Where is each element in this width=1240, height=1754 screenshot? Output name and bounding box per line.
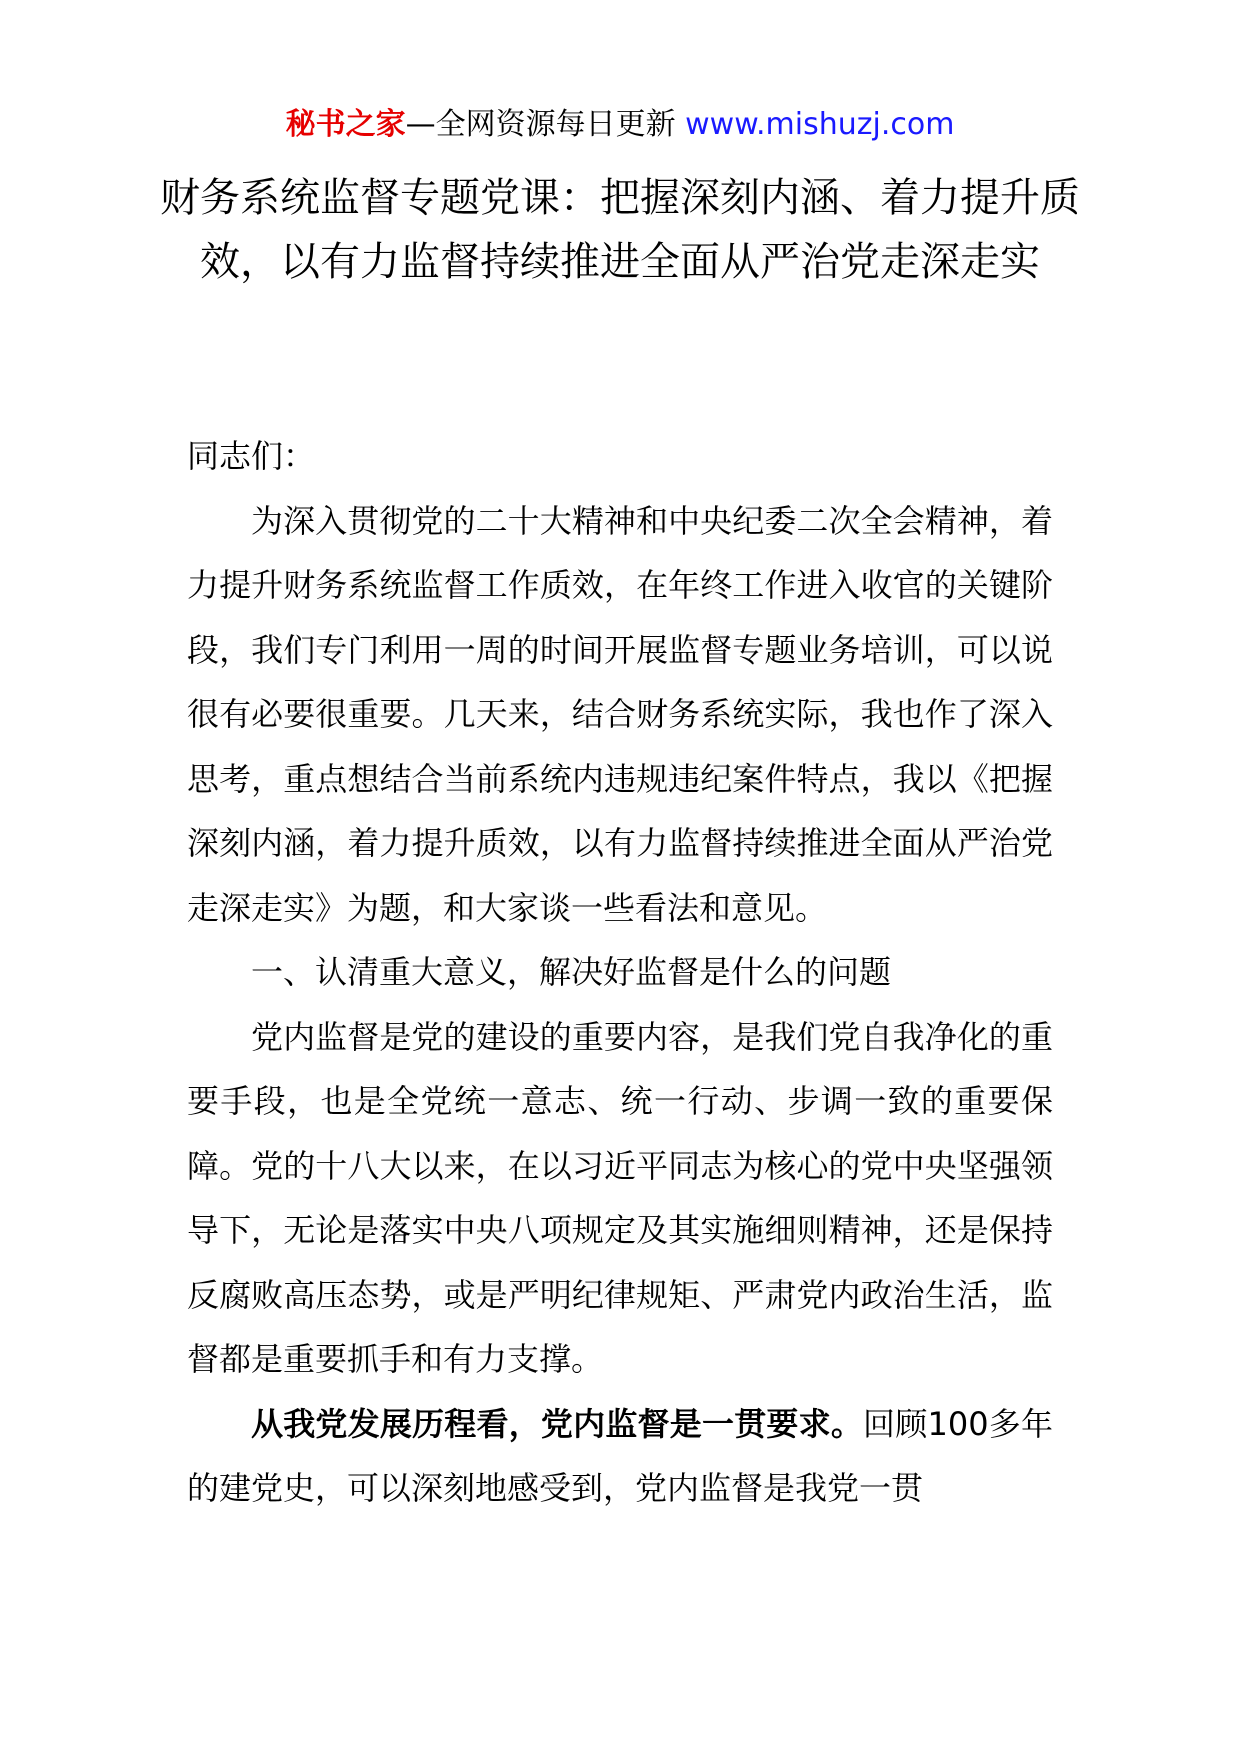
intro-paragraph: 为深入贯彻党的二十大精神和中央纪委二次全会精神，着力提升财务系统监督工作质效，在年终工作进入收官的关键阶段，我们专门利用一周的时间开展监督专题业务培训，可以说很有必要很重要。几天来，结合财务系统实际，我也作了深入思考，重点想结合当前系统内违规违纪案件特点，我以《把握深刻内涵，着力提升质效，以有力监督持续推进全面从严治党走深走实》为题，和大家谈一些看法和意见。	[187, 501, 1053, 927]
site-header	[0, 104, 1240, 146]
site-url[interactable]: www.mishuzj.com	[685, 107, 955, 142]
site-tagline: —全网资源每日更新	[405, 107, 686, 142]
document-title: 财务系统监督专题党课：把握深刻内涵、着力提升质效，以有力监督持续推进全面从严治党走深走实	[160, 175, 1080, 285]
brand-name: 秘书之家	[285, 107, 406, 142]
paragraph-lead: 从我党发展历程看，党内监督是一贯要求。	[251, 1404, 864, 1443]
document-body	[187, 424, 1053, 1521]
section-heading: 一、认清重大意义，解决好监督是什么的问题	[251, 953, 892, 991]
body-paragraph: 党内监督是党的建设的重要内容，是我们党自我净化的重要手段，也是全党统一意志、统一行动、步调一致的重要保障。党的十八大以来，在以习近平同志为核心的党中央坚强领导下，无论是落实中央八项规定及其实施细则精神，还是保持反腐败高压态势，或是严明纪律规矩、严肃党内政治生活，监督都是重要抓手和有力支撑。	[187, 1017, 1053, 1378]
body-paragraph	[187, 1392, 1053, 1521]
salutation: 同志们：	[187, 437, 316, 475]
paragraph-text: 回顾100多年的建党史，可以深刻地感受到，党内监督是我党一贯	[187, 1404, 1053, 1507]
